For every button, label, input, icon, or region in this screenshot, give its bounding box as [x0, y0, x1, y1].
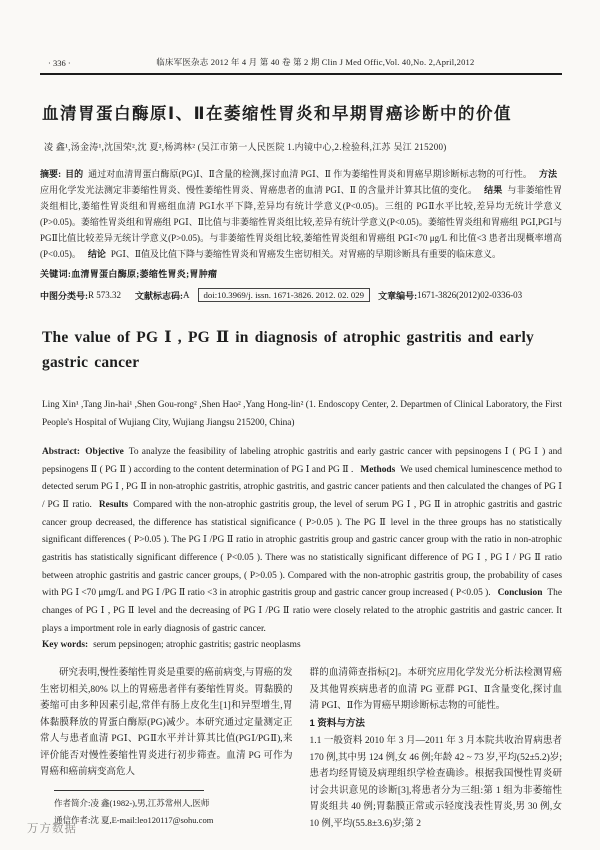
- page-number: · 336 ·: [48, 58, 71, 68]
- abstract-objective-text-en: To analyze the feasibility of labeling atrophic gastritis and early gastric cancer with pepsinogens Ⅰ ( PG Ⅰ ) and pepsinogens Ⅱ ( PG Ⅱ ) according to the content determination of PG Ⅰ and PG Ⅱ .: [42, 446, 562, 475]
- keywords-en: [42, 640, 562, 650]
- clc-number: R 573.32: [88, 290, 122, 301]
- keywords-label-cn: 关键词:: [40, 269, 72, 280]
- document-code: A: [183, 290, 190, 301]
- author-bio-line: 作者简介:凌 鑫(1982-),男,江苏常州人,医师: [54, 797, 210, 808]
- abstract-conclusion-text-cn: PGⅠ、Ⅱ值及比值下降与萎缩性胃炎和胃癌发生密切相关。对胃癌的早期诊断具有重要的临床意义。: [110, 249, 502, 260]
- abstract-methods-text-en: We used chemical luminescence method to detected serum PG Ⅰ , PG Ⅱ in non-atrophic gastritis, atrophic gastritis, and gastric cancer patients and then calculated the changes of PG Ⅰ / PG Ⅱ ratio.: [42, 464, 562, 510]
- abstract-cn: [40, 166, 562, 262]
- keywords-text-cn: 血清胃蛋白酶原;萎缩性胃炎;胃肿瘤: [71, 269, 218, 280]
- authors-affiliation-en: Ling Xin¹ ,Tang Jin-hai¹ ,Shen Gou-rong² ,Shen Hao² ,Yang Hong-lin² (1. Endoscopy Center, 2. Departmen of Clinical Laboratory, the First People's Hospital of Wujiang City, Wujiang Jiangsu 215200, China): [42, 399, 562, 428]
- document-code-label: 文献标志码:: [135, 290, 184, 301]
- keywords-label-en: Key words:: [42, 640, 89, 651]
- intro-paragraph-left: 研究表明,慢性萎缩性胃炎是重要的癌前病变,与胃癌的发生密切相关,80% 以上的胃癌患者伴有萎缩性胃炎。胃黏膜的萎缩可由多种因素引起,常伴有肠上皮化生[1]和异型增生,胃体黏膜释放的胃蛋白酶原(PG)减少。本研究通过定量测定正常人与患者血清 PGⅠ、PGⅡ水平并计算其比值(PGⅠ/PGⅡ),来评价能否对慢性萎缩性胃炎进行初步筛查。血清 PG 可作为胃癌和癌前病变高危人: [40, 668, 293, 778]
- wanfang-data-watermark: 万方数据: [27, 823, 77, 835]
- section-1-1-paragraph: 1.1 一般资料 2010 年 3 月—2011 年 3 月本院共收治胃病患者 170 例,其中男 124 例,女 46 例;年龄 42 ~ 73 岁,平均(52±5.2)岁;患者均经胃镜及病理组织学检查确诊。根据我国慢性胃炎研讨会共识意见的诊断[3],将患者分为三组:第 1 组为非萎缩性胃炎组共 40 例;胃黏膜正常或示轻度浅表性胃炎,男 30 例,女 10 例,平均(55.8±3.6)岁;第 2: [309, 736, 562, 829]
- abstract-objective-head-en: Objective: [85, 446, 124, 457]
- abstract-label-en: Abstract:: [42, 446, 81, 457]
- section-1-heading: 1 资料与方法: [309, 717, 365, 729]
- abstract-label-cn: 摘要:: [40, 169, 62, 179]
- article-title-en: The value of PG Ⅰ , PG Ⅱ in diagnosis of atrophic gastritis and early gastric cancer: [42, 329, 534, 371]
- abstract-methods-head-en: Methods: [360, 464, 396, 475]
- article-id-label: 文章编号:: [378, 290, 418, 301]
- keywords-text-en: serum pepsinogen; atrophic gastritis; gastric neoplasms: [93, 640, 301, 651]
- abstract-results-text-cn: 与非萎缩性胃炎组相比,萎缩性胃炎组和胃癌组血清 PGⅠ水平下降,差异均有统计学意义(P<0.05)。三组的 PGⅡ水平比较,差异均无统计学意义(P>0.05)。萎缩性胃炎组和胃癌组 PGⅠ、Ⅱ比值与非萎缩性胃炎组比较,差异有统计学意义(P<0.05)。萎缩性胃炎组和胃癌组 PGⅠ,PGⅠ与 PGⅡ比值比较差异无统计学意义(P>0.05)。与非萎缩性胃炎组比较,萎缩性胃炎组和胃癌组 PGⅠ<70 μg/L 和比值<3 患者出现概率增高(P<0.05)。: [40, 185, 562, 260]
- abstract-methods-text-cn: 应用化学发光法测定非萎缩性胃炎、慢性萎缩性胃炎、胃癌患者的血清 PGⅠ、Ⅱ 的含量并计算其比值的变化。: [40, 185, 478, 196]
- article-title-cn: 血清胃蛋白酶原Ⅰ、Ⅱ在萎缩性胃炎和早期胃癌诊断中的价值: [42, 105, 513, 123]
- two-column-body: [40, 665, 562, 832]
- classification-line: [40, 288, 562, 302]
- author-footnote: [40, 790, 293, 828]
- abstract-results-head-en: Results: [98, 499, 129, 510]
- corresponding-author-line: 通信作者:沈 夏,E-mail:leo120117@sohu.com: [54, 814, 214, 825]
- clc-label: 中图分类号:: [40, 290, 88, 301]
- abstract-methods-head-cn: 方法: [538, 169, 557, 179]
- abstract-conclusion-text-en: The changes of PG Ⅰ , PG Ⅱ level and the decreasing of PG Ⅰ /PG Ⅱ ratio were closely related to the atrophic gastritis and gastric cancer. It plays a importment role in early diagnosis of gastric cancer.: [42, 588, 562, 634]
- doi-box: doi:10.3969/j. issn. 1671-3826. 2012. 02. 029: [198, 288, 371, 302]
- abstract-conclusion-head-cn: 结论: [87, 249, 106, 260]
- abstract-objective-head-cn: 目的: [65, 169, 84, 179]
- abstract-en: [42, 444, 562, 638]
- abstract-conclusion-head-en: Conclusion: [497, 588, 543, 599]
- article-id: 1671-3826(2012)02-0336-03: [417, 290, 523, 301]
- abstract-results-text-en: Compared with the non-atrophic gastritis group, the level of serum PG Ⅰ , PG Ⅱ in atrophic gastritis and gastric cancer group decreased, the difference has statistical significance ( P>0.05 ). The PG Ⅱ level in the three groups has no statistically significant differences ( P>0.05 ). The PG Ⅰ /PG Ⅱ ratio in atrophic gastritis group and gastric cancer group with the ratio in non-atrophic gastritis has statistically significant difference ( P<0.05 ). There was no statistically significant difference of PG Ⅰ , PG Ⅰ / PG Ⅱ ratio between atrophic gastritis and gastric cancer groups, ( P>0.05 ). Compared with the non-atrophic gastritis group, the probability of cases with PG Ⅰ <70 μmg/L and PG Ⅰ /PG Ⅱ ratio <3 in atrophic gastritis group and gastric cancer group increased ( P<0.05 ).: [42, 499, 562, 599]
- abstract-objective-text-cn: 通过对血清胃蛋白酶原(PG)Ⅰ、Ⅱ含量的检测,探讨血清 PGⅠ、Ⅱ 作为萎缩性胃炎和胃癌早期诊断标志物的可行性。: [88, 169, 532, 179]
- left-column: [40, 665, 293, 832]
- right-column: [310, 665, 563, 832]
- abstract-results-head-cn: 结果: [484, 185, 503, 196]
- running-header: [40, 56, 562, 75]
- keywords-cn: [40, 267, 562, 280]
- journal-citation-line: 临床军医杂志 2012 年 4 月 第 40 卷 第 2 期 Clin J Med Offic,Vol. 40,No. 2,April,2012: [156, 57, 475, 67]
- authors-affiliation-cn: 凌 鑫¹,汤金涛¹,沈国荣²,沈 夏²,杨鸿林² (吴江市第一人民医院 1.内镜中心,2.检验科,江苏 吴江 215200): [44, 142, 447, 152]
- footnote-divider: [54, 790, 204, 791]
- intro-paragraph-right: 群的血清筛查指标[2]。本研究应用化学发光分析法检测胃癌及其他胃疾病患者的血清 PG 亚群 PGⅠ、Ⅱ含量变化,探讨血清 PGⅠ、Ⅱ作为胃癌早期诊断标志物的可能性。: [309, 668, 562, 712]
